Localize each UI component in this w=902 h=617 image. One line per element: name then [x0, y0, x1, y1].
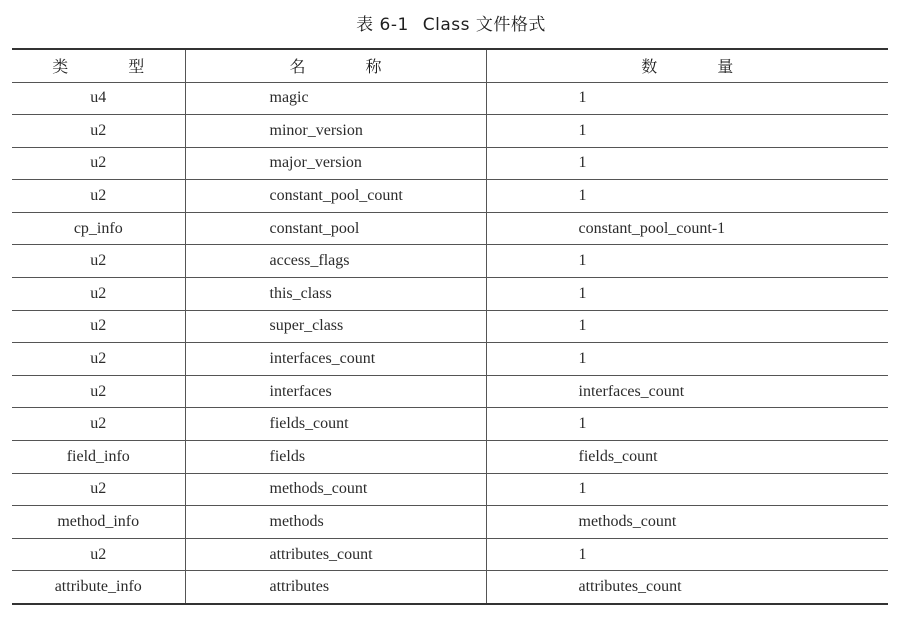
cell-count: attributes_count [486, 571, 888, 604]
cell-type: u2 [12, 375, 185, 408]
cell-name: super_class [185, 310, 486, 343]
cell-name: access_flags [185, 245, 486, 278]
table-row [12, 571, 888, 604]
table-row [12, 82, 888, 115]
cell-name: interfaces_count [185, 343, 486, 376]
table-row [12, 310, 888, 343]
cell-name: interfaces [185, 375, 486, 408]
cell-name: methods [185, 506, 486, 539]
table-row [12, 115, 888, 148]
cell-name: attributes [185, 571, 486, 604]
cell-count: methods_count [486, 506, 888, 539]
cell-count: constant_pool_count-1 [486, 212, 888, 245]
cell-type: u2 [12, 343, 185, 376]
cell-count: interfaces_count [486, 375, 888, 408]
cell-name: fields [185, 441, 486, 474]
cell-type: u2 [12, 310, 185, 343]
table-row [12, 441, 888, 474]
cell-count: 1 [486, 473, 888, 506]
table-caption [0, 10, 902, 35]
cell-type: u2 [12, 180, 185, 213]
table-title: Class 文件格式 [422, 15, 546, 35]
table-row [12, 180, 888, 213]
cell-type: field_info [12, 441, 185, 474]
cell-count: 1 [486, 82, 888, 115]
header-count: 数 量 [486, 49, 888, 82]
cell-type: u2 [12, 473, 185, 506]
table-row [12, 343, 888, 376]
table-row [12, 408, 888, 441]
cell-count: 1 [486, 538, 888, 571]
cell-name: magic [185, 82, 486, 115]
cell-type: u2 [12, 408, 185, 441]
header-type: 类 型 [12, 49, 185, 82]
table-row [12, 245, 888, 278]
cell-name: major_version [185, 147, 486, 180]
header-row [12, 49, 888, 82]
class-file-format-table [12, 48, 888, 605]
cell-count: 1 [486, 245, 888, 278]
cell-count: 1 [486, 343, 888, 376]
cell-name: constant_pool_count [185, 180, 486, 213]
cell-type: u2 [12, 147, 185, 180]
cell-name: fields_count [185, 408, 486, 441]
table-row [12, 375, 888, 408]
cell-count: 1 [486, 147, 888, 180]
cell-count: fields_count [486, 441, 888, 474]
cell-name: this_class [185, 278, 486, 311]
cell-name: constant_pool [185, 212, 486, 245]
table-row [12, 147, 888, 180]
table-row [12, 212, 888, 245]
cell-name: methods_count [185, 473, 486, 506]
cell-type: attribute_info [12, 571, 185, 604]
cell-count: 1 [486, 180, 888, 213]
cell-type: method_info [12, 506, 185, 539]
cell-count: 1 [486, 278, 888, 311]
cell-type: cp_info [12, 212, 185, 245]
cell-name: minor_version [185, 115, 486, 148]
cell-name: attributes_count [185, 538, 486, 571]
table-row [12, 538, 888, 571]
table-header [12, 49, 888, 82]
cell-type: u4 [12, 82, 185, 115]
cell-type: u2 [12, 115, 185, 148]
cell-type: u2 [12, 245, 185, 278]
cell-count: 1 [486, 408, 888, 441]
table-row [12, 506, 888, 539]
table-body [12, 82, 888, 604]
header-name: 名 称 [185, 49, 486, 82]
cell-count: 1 [486, 115, 888, 148]
cell-type: u2 [12, 278, 185, 311]
cell-type: u2 [12, 538, 185, 571]
cell-count: 1 [486, 310, 888, 343]
table-row [12, 473, 888, 506]
table-row [12, 278, 888, 311]
table-number: 表 6-1 [356, 15, 409, 35]
